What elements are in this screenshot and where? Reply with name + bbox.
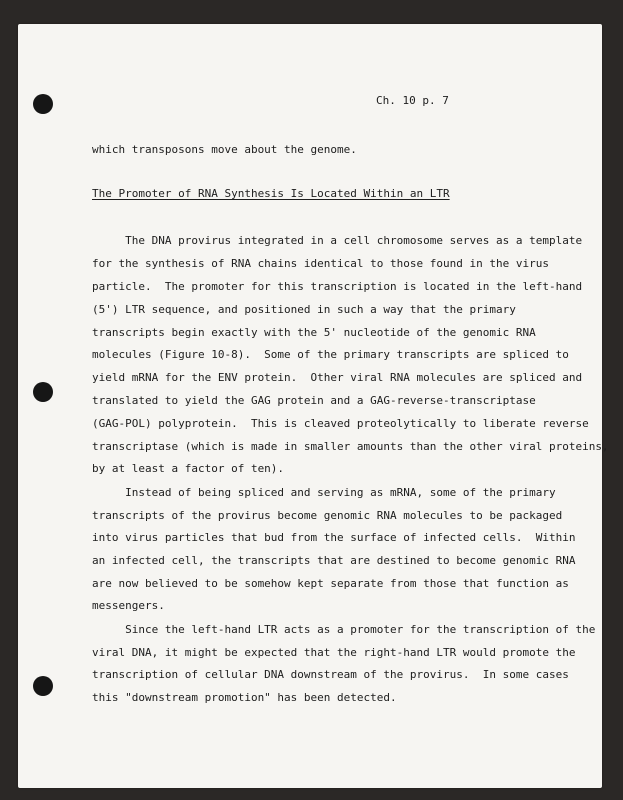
document-page <box>18 24 609 788</box>
text-line: particle. The promoter for this transcription is located in the left-hand <box>92 280 583 293</box>
page-number: Ch. 10 p. 7 <box>376 94 449 107</box>
text-line: this "downstream promotion" has been detected. <box>92 691 397 704</box>
text-line: are now believed to be somehow kept separate from those that function as <box>92 577 569 590</box>
text-line: transcripts of the provirus become genomic RNA molecules to be packaged <box>92 509 563 522</box>
text-line: an infected cell, the transcripts that are destined to become genomic RNA <box>92 554 576 567</box>
text-line: The DNA provirus integrated in a cell chromosome serves as a template <box>92 234 583 247</box>
text-line: transcripts begin exactly with the 5' nucleotide of the genomic RNA <box>92 326 536 339</box>
text-line: Since the left-hand LTR acts as a promoter for the transcription of the <box>92 623 596 636</box>
punch-hole <box>33 676 53 696</box>
text-line: for the synthesis of RNA chains identical to those found in the virus <box>92 257 549 270</box>
continuation-line: which transposons move about the genome. <box>92 143 357 156</box>
text-line: molecules (Figure 10-8). Some of the primary transcripts are spliced to <box>92 348 569 361</box>
text-line: viral DNA, it might be expected that the right-hand LTR would promote the <box>92 646 576 659</box>
text-line: yield mRNA for the ENV protein. Other viral RNA molecules are spliced and <box>92 371 583 384</box>
text-line: by at least a factor of ten). <box>92 462 285 475</box>
text-line: translated to yield the GAG protein and a GAG-reverse-transcriptase <box>92 394 536 407</box>
text-line: (5') LTR sequence, and positioned in such a way that the primary <box>92 303 516 316</box>
text-line: transcriptase (which is made in smaller amounts than the other viral proteins, <box>92 440 609 453</box>
text-line: Instead of being spliced and serving as mRNA, some of the primary <box>92 486 556 499</box>
text-line: messengers. <box>92 599 165 612</box>
text-line: into virus particles that bud from the surface of infected cells. Within <box>92 531 576 544</box>
punch-hole <box>33 382 53 402</box>
punch-hole <box>33 94 53 114</box>
text-line: (GAG-POL) polyprotein. This is cleaved proteolytically to liberate reverse <box>92 417 589 430</box>
text-line: transcription of cellular DNA downstream of the provirus. In some cases <box>92 668 569 681</box>
section-heading: The Promoter of RNA Synthesis Is Located Within an LTR <box>92 187 450 200</box>
